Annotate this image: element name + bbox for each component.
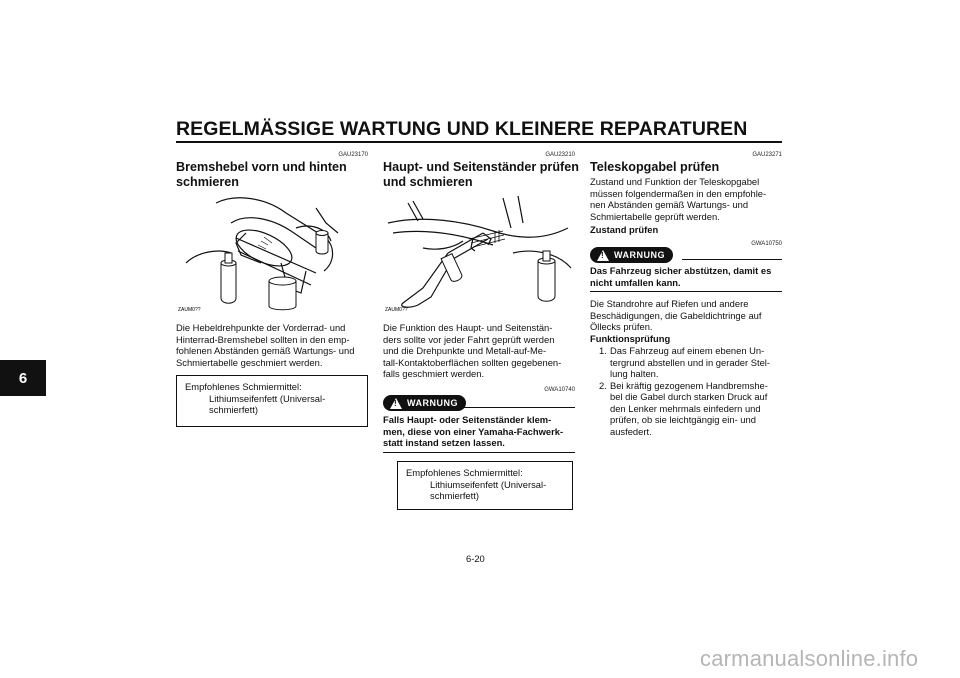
step-number: 1.	[599, 345, 607, 356]
subheading-function-test: Funktionsprüfung	[590, 333, 671, 344]
step-line: lung halten.	[610, 368, 659, 379]
warning-line: nicht umfallen kann.	[590, 276, 681, 288]
paragraph-line: falls geschmiert werden.	[383, 368, 485, 379]
section-code: GAU23271	[752, 152, 782, 158]
step-line: Bei kräftig gezogenem Handbremshe-	[610, 379, 768, 391]
paragraph-line: Schmiertabelle geschmiert werden.	[176, 356, 323, 368]
lubricant-box	[176, 375, 368, 427]
step-line: ausfedert.	[610, 425, 652, 437]
warning-rule	[383, 452, 575, 453]
warning-text	[590, 265, 782, 288]
heading-line: Haupt- und Seitenständer prüfen	[383, 160, 579, 174]
warning-triangle-icon: !	[390, 398, 402, 409]
step-line: Das Fahrzeug auf einem ebenen Un-	[610, 345, 765, 356]
section-paragraph	[590, 298, 782, 333]
chapter-tab: 6	[0, 360, 46, 396]
heading-line: schmieren	[176, 175, 239, 189]
page-number: 6-20	[466, 553, 485, 564]
section-code: GAU23170	[338, 152, 368, 158]
brake-lever-illustration	[176, 193, 368, 315]
steps-list	[599, 345, 782, 437]
paragraph-line: müssen folgendermaßen in den empfohle-	[590, 187, 767, 199]
list-item	[599, 380, 782, 438]
watermark-text: carmanualsonline.info	[700, 646, 919, 671]
paragraph-line: und die Drehpunkte und Metall-auf-Me-	[383, 345, 547, 356]
lubricant-value: Lithiumseifenfett (Universal-	[209, 392, 326, 404]
warning-code: GWA10740	[544, 387, 575, 393]
section-code: GAU23210	[545, 152, 575, 158]
subheading-condition: Zustand prüfen	[590, 224, 659, 235]
warning-line: Das Fahrzeug sicher abstützen, damit es	[590, 265, 772, 276]
warning-badge	[383, 395, 466, 411]
lubricant-value: Lithiumseifenfett (Universal-	[430, 478, 547, 490]
paragraph-line: Die Standrohre auf Riefen und andere	[590, 298, 749, 309]
warning-rule	[682, 259, 782, 260]
section-paragraph	[590, 176, 782, 222]
side-stand-illustration	[383, 193, 575, 315]
step-line: den Lenker mehrmals einfedern und	[610, 402, 761, 414]
lubricant-value: schmierfett)	[430, 490, 479, 501]
step-number: 2.	[599, 379, 607, 391]
step-line: tergrund abstellen und in gerader Stel-	[610, 356, 770, 368]
paragraph-line: Die Funktion des Haupt- und Seitenstän-	[383, 322, 553, 333]
section-heading	[383, 160, 583, 190]
warning-line: Falls Haupt- oder Seitenständer klem-	[383, 414, 552, 425]
paragraph-line: Schmiertabelle geprüft werden.	[590, 210, 720, 222]
header-rule	[176, 141, 782, 143]
step-line: bel die Gabel durch starken Druck auf	[610, 391, 768, 402]
paragraph-line: Die Hebeldrehpunkte der Vorderrad- und	[176, 322, 346, 333]
page-header-title: REGELMÄSSIGE WARTUNG UND KLEINERE REPARATUREN	[176, 118, 748, 140]
warning-text	[383, 414, 575, 449]
section-heading: Teleskopgabel prüfen	[590, 160, 720, 174]
warning-line: men, diese von einer Yamaha-Fachwerk-	[383, 425, 564, 437]
lubricant-value: schmierfett)	[209, 404, 258, 415]
lubricant-label: Empfohlenes Schmiermittel:	[406, 467, 523, 478]
paragraph-line: Öllecks prüfen.	[590, 321, 653, 332]
heading-line: Bremshebel vorn und hinten	[176, 160, 347, 174]
warning-label: WARNUNG	[407, 398, 458, 408]
paragraph-line: ders sollte vor jeder Fahrt geprüft werden	[383, 333, 555, 345]
figure-label: ZAUM0??	[385, 307, 408, 313]
section-heading	[176, 160, 376, 190]
warning-badge	[590, 247, 673, 263]
paragraph-line: tall-Kontaktoberflächen sollten gegebenen-	[383, 356, 562, 368]
warning-triangle-icon: !	[597, 250, 609, 261]
paragraph-line: nen Abständen gemäß Wartungs- und	[590, 199, 749, 210]
warning-label: WARNUNG	[614, 250, 665, 260]
warning-code: GWA10750	[751, 241, 782, 247]
heading-line: und schmieren	[383, 175, 473, 189]
warning-rule	[590, 291, 782, 292]
warning-rule	[461, 407, 575, 408]
paragraph-line: fohlenen Abständen gemäß Wartungs- und	[176, 345, 355, 356]
paragraph-line: Hinterrad-Bremshebel sollten in den emp-	[176, 333, 350, 345]
lubricant-label: Empfohlenes Schmiermittel:	[185, 381, 302, 392]
lubricant-box	[397, 461, 573, 510]
figure-label: ZAUM0??	[178, 307, 201, 313]
section-paragraph	[383, 322, 575, 380]
paragraph-line: Zustand und Funktion der Teleskopgabel	[590, 176, 760, 187]
paragraph-line: Beschädigungen, die Gabeldichtringe auf	[590, 309, 762, 321]
step-line: prüfen, ob sie leichtgängig ein- und	[610, 414, 756, 425]
section-paragraph	[176, 322, 368, 368]
list-item	[599, 345, 782, 380]
warning-line: statt instand setzen lassen.	[383, 437, 505, 448]
